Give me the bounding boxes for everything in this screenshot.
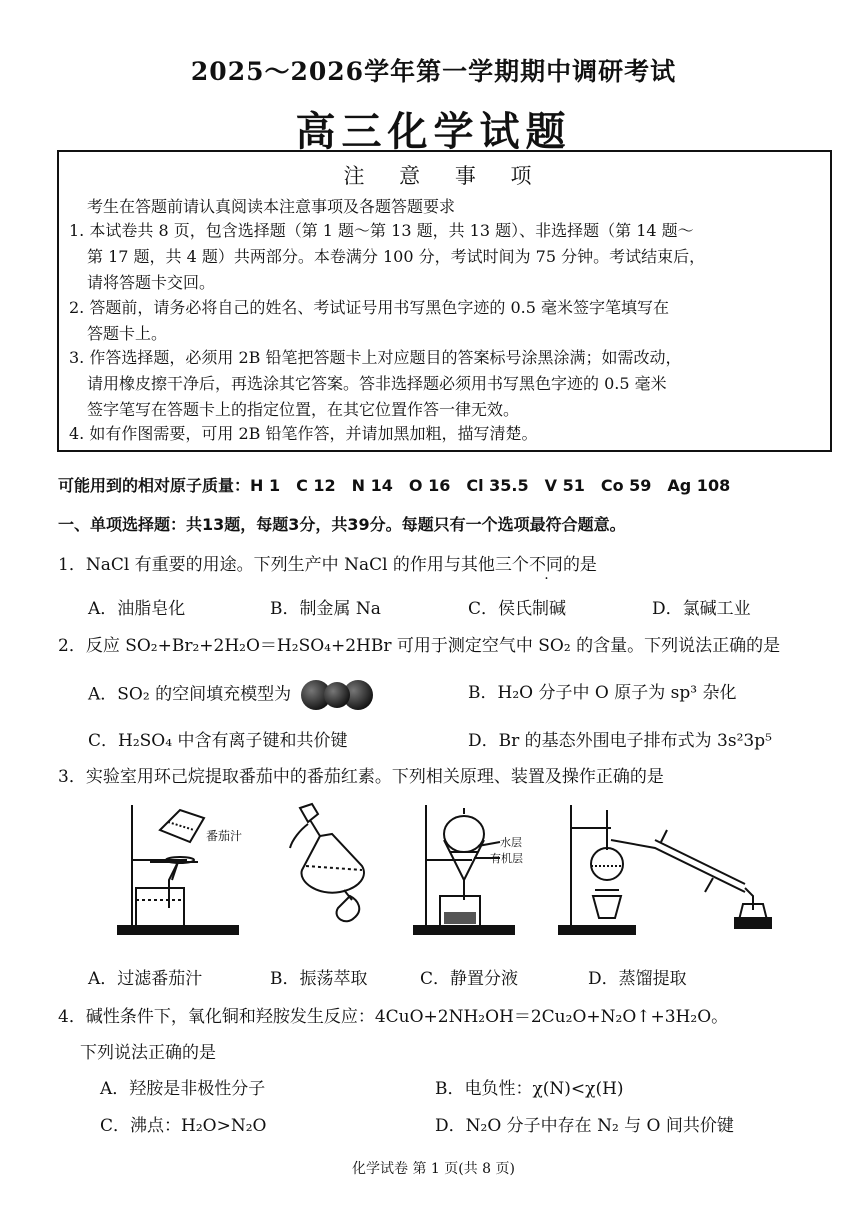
- q1-option-a[interactable]: A．油脂皂化: [88, 599, 186, 619]
- exam-title: 2025～2026学年第一学期期中调研考试: [190, 57, 677, 86]
- atomic-masses: 可能用到的相对原子质量：H 1 C 12 N 14 O 16 Cl 35.5 V 51 Co 59 Ag 108: [58, 476, 731, 495]
- fig-label-water-layer: 水层: [500, 836, 522, 849]
- q2-stem: 2．反应 SO₂+Br₂+2H₂O＝H₂SO₄+2HBr 可用于测定空气中 SO₂ 的含量。下列说法正确的是: [58, 636, 781, 656]
- notice-item-1-line-2: 第 17 题，共 4 题）共两部分。本卷满分 100 分，考试时间为 75 分钟。考试结束后，: [87, 247, 706, 266]
- q4-stem-line-2: 下列说法正确的是: [80, 1043, 216, 1063]
- notice-item-3-line-2: 请用橡皮擦干净后，再选涂其它答案。答非选择题必须用书写黑色字迹的 0.5 毫米: [87, 374, 667, 393]
- q4-option-c[interactable]: C．沸点：H₂O>N₂O: [100, 1116, 267, 1136]
- filtration-apparatus-figure: [112, 800, 252, 940]
- q3-option-d[interactable]: D．蒸馏提取: [588, 969, 687, 989]
- notice-item-4-line-1: 4. 如有作图需要，可用 2B 铅笔作答，并请加黑加粗，描写清楚。: [69, 424, 538, 443]
- q4-option-a[interactable]: A．羟胺是非极性分子: [100, 1079, 266, 1099]
- q1-option-b[interactable]: B．制金属 Na: [270, 599, 381, 619]
- q3-option-c[interactable]: C．静置分液: [420, 969, 519, 989]
- subject-title: 高三化学试题: [295, 108, 572, 155]
- fig-label-tomato-juice: 番茄汁: [206, 829, 243, 843]
- so2-space-filling-model-icon: [299, 678, 375, 712]
- q1-stem-part-b: 的是: [562, 555, 597, 575]
- page-footer: 化学试卷 第 1 页(共 8 页): [352, 1161, 515, 1177]
- notice-item-3-line-3: 签字笔写在答题卡上的指定位置，在其它位置作答一律无效。: [87, 400, 520, 419]
- q3-option-a[interactable]: A．过滤番茄汁: [88, 969, 203, 989]
- notice-item-2-line-1: 2. 答题前，请务必将自己的姓名、考试证号用书写黑色字迹的 0.5 毫米签字笔填写在: [69, 298, 669, 317]
- q1-stem-part-a: 1．NaCl 有重要的用途。下列生产中 NaCl 的作用与其他三个: [58, 555, 529, 575]
- notice-item-2-line-2: 答题卡上。: [87, 324, 168, 343]
- q2-option-c[interactable]: C．H₂SO₄ 中含有离子键和共价键: [88, 731, 348, 751]
- q4-option-b[interactable]: B．电负性：χ(N)<χ(H): [435, 1079, 624, 1099]
- notice-item-1-line-1: 1. 本试卷共 8 页，包含选择题（第 1 题～第 13 题，共 13 题）、非选择题（第 14 题～: [69, 221, 694, 240]
- notice-intro: 考生在答题前请认真阅读本注意事项及各题答题要求: [87, 197, 456, 216]
- q4-stem: 4．碱性条件下，氧化铜和羟胺发生反应：4CuO+2NH₂OH＝2Cu₂O+N₂O↑+3H₂O。: [58, 1007, 729, 1027]
- distillation-apparatus-figure: [555, 800, 785, 940]
- shaking-extraction-figure: [280, 800, 390, 940]
- q2-option-a-text: A．SO₂ 的空间填充模型为: [88, 684, 292, 705]
- q3-stem: 3．实验室用环己烷提取番茄中的番茄红素。下列相关原理、装置及操作正确的是: [58, 767, 664, 787]
- q1-option-d[interactable]: D．氯碱工业: [652, 599, 751, 619]
- notice-item-1-line-3: 请将答题卡交回。: [87, 273, 216, 292]
- separatory-funnel-figure: [412, 800, 532, 940]
- section-heading: 一、单项选择题：共13题，每题3分，共39分。每题只有一个选项最符合题意。: [58, 515, 626, 534]
- q2-option-d[interactable]: D．Br 的基态外围电子排布式为 3s²3p⁵: [468, 731, 772, 751]
- q3-option-b[interactable]: B．振荡萃取: [270, 969, 368, 989]
- notice-item-3-line-1: 3. 作答选择题，必须用 2B 铅笔把答题卡上对应题目的答案标号涂黑涂满；如需改动，: [69, 348, 682, 367]
- notice-box: [57, 150, 832, 452]
- q1-stem: [58, 550, 597, 575]
- q2-option-a[interactable]: [88, 678, 375, 712]
- q4-option-d[interactable]: D．N₂O 分子中存在 N₂ 与 O 间共价键: [435, 1116, 734, 1136]
- q1-option-c[interactable]: C．侯氏制碱: [468, 599, 567, 619]
- q1-stem-emphasis: 不同: [528, 555, 563, 575]
- q2-option-b[interactable]: B．H₂O 分子中 O 原子为 sp³ 杂化: [468, 683, 737, 703]
- fig-label-organic-layer: 有机层: [490, 852, 523, 865]
- notice-heading: 注 意 事 项: [343, 164, 546, 188]
